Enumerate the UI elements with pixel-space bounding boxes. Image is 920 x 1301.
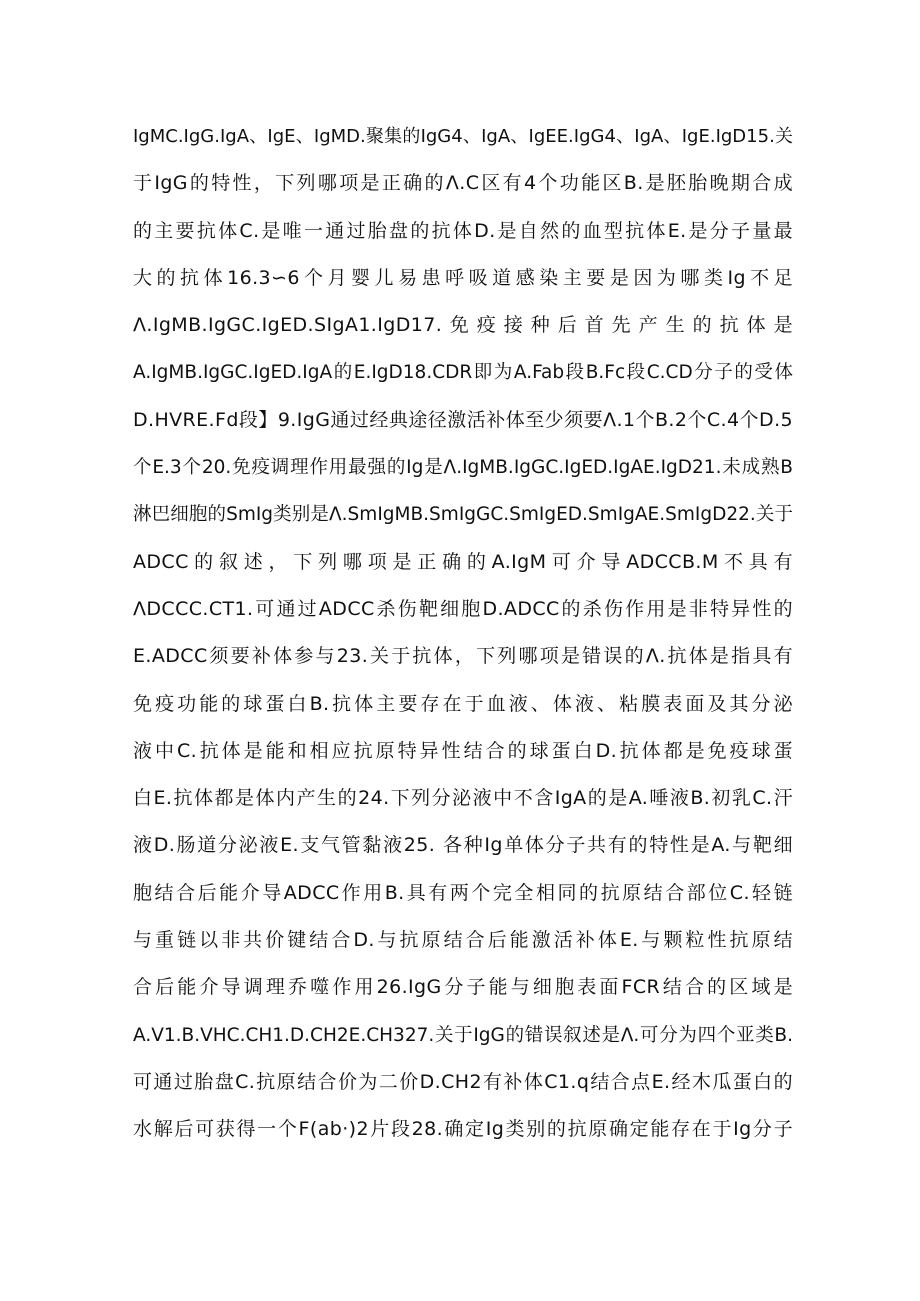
text-line-6: A.IgMB.IgGC.IgED.IgA的E.IgD18.CDR即为A.Fab段B.Fc段C.CD分子的受体 [133, 362, 793, 384]
text-line-1: IgMC.IgG.IgA、IgE、IgMD.聚集的IgG4、IgA、IgEE.IgG4、IgA、IgE.IgD15.关 [133, 126, 793, 147]
text-line-21: 可通过胎盘C.抗原结合价为二价D.CH2有补体C1.q结合点E.经木瓜蛋白的 [133, 1070, 793, 1093]
text-line-20: A.V1.B.VHC.CH1.D.CH2E.CH327.关于IgG的错误叙述是Λ.可分为四个亚类B. [133, 1024, 793, 1046]
text-line-8: 个E.3个20.免疫调理作用最强的Ig是Λ.IgMB.IgGC.IgED.IgAE.IgD21.未成熟B [133, 457, 793, 479]
text-line-4: 大的抗体16.3∽6个月婴儿易患呼吸道感染主要是因为哪类Ig不足 [133, 266, 793, 289]
text-line-18: 与重链以非共价键结合D.与抗原结合后能激活补体E.与颗粒性抗原结 [133, 929, 793, 952]
text-line-12: E.ADCC须要补体参与23.关于抗体，下列哪项是错误的Λ.抗体是指具有 [133, 645, 793, 668]
text-line-16: 液D.肠道分泌液E.支气管黏液25. 各种Ig单体分子共有的特性是A.与靶细 [133, 834, 793, 857]
text-line-7: D.HVRE.Fd段】9.IgG通过经典途径激活补体至少须要Λ.1个B.2个C.4个D.5 [133, 408, 793, 431]
text-line-10: ADCC的叙述，下列哪项是正确的A.IgM可介导ADCCB.M不具有 [133, 550, 793, 573]
text-line-17: 胞结合后能介导ADCC作用B.具有两个完全相同的抗原结合部位C.轻链 [133, 881, 793, 904]
text-line-15: 白E.抗体都是体内产生的24.下列分泌液中不含IgA的是A.唾液B.初乳C.汗 [133, 787, 793, 810]
text-line-13: 免疫功能的球蛋白B.抗体主要存在于血液、体液、粘膜表面及其分泌 [133, 692, 793, 715]
text-line-22: 水解后可获得一个F(ab·)2片段28.确定Ig类别的抗原确定能存在于Ig分子 [133, 1118, 793, 1141]
text-line-9: 淋巴细胞的SmIg类别是Λ.SmIgMB.SmIgGC.SmIgED.SmIgAE.SmIgD22.关于 [133, 504, 793, 526]
text-line-11: ΛDCCC.CT1.可通过ADCC杀伤靶细胞D.ADCC的杀伤作用是非特异性的 [133, 597, 793, 620]
text-line-5: Λ.IgMB.IgGC.IgED.SIgA1.IgD17.免疫接种后首先产生的抗体是 [133, 314, 793, 337]
text-line-2: 于IgG的特性，下列哪项是正确的Λ.C区有4个功能区B.是胚胎晚期合成 [133, 172, 793, 195]
text-line-19: 合后能介导调理乔噬作用26.IgG分子能与细胞表面FCR结合的区域是 [133, 976, 793, 999]
text-line-3: 的主要抗体C.是唯一通过胎盘的抗体D.是自然的血型抗体E.是分子量最 [133, 219, 793, 242]
document-body [133, 113, 793, 1154]
text-line-14: 液中C.抗体是能和相应抗原特异性结合的球蛋白D.抗体都是免疫球蛋 [133, 739, 793, 762]
